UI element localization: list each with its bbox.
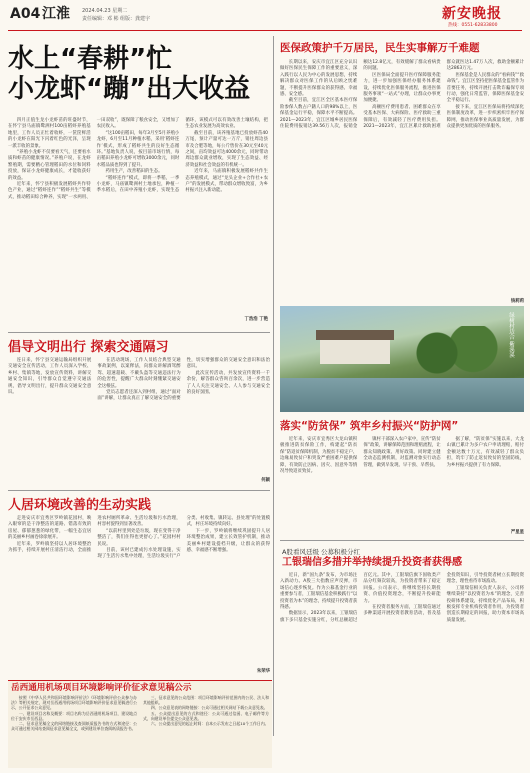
defense-title: 落实“防贫保” 筑牢乡村振兴“防护网” — [280, 420, 459, 432]
notice-paragraph: 按照《中华人民共和国环境影响评价法》《环境影响评价公众参与办法》等相关规定，现对岳西通用机场项目环境影响评价征求意见稿进行公示，公开征求公众意见。 — [11, 695, 137, 711]
traffic-body — [8, 358, 270, 482]
defense-paragraph: 镇村干部深入农户家中，宣传“防贫保”政策，讲解保障范围和理赔流程，让群众知晓政策、用好政策。同时建立健全动态监测机制，对监测对象实行动态管理，做到早发现、早干预、早帮扶。 — [363, 437, 441, 468]
lead-paragraph: 近年来，怀宁县积极发展稻虾共作特色产业，通过“稻虾连作”“稻虾共生”等模式，推动稻田综合种养，实现“一水两用、一田双收”，既保障了粮食安全，又增加了农民收入。 — [8, 118, 180, 200]
finance-paragraph: 在投资者服务方面，工银瑞信通过多种渠道开展投资者教育活动，普及基金投资知识，引导投资者树立长期投资理念，理性看待市场波动。 — [363, 573, 524, 617]
notice-paragraph: 六、公众提出意见的起止时间：自本公示发布之日起10个工作日内。 — [150, 721, 269, 727]
lead-paragraph: “稻虾连作”模式，即将一季稻，一季小龙虾，马庙镇鹭洲村土地承包，种植一季水稻后，在田中养殖小龙虾，实现生态循环，该模式可以有效改善土壤结构，把生态农业发展为高效农业。 — [96, 118, 268, 194]
finance-paragraph: 工银瑞信相关负责人表示，公司将继续秉持“以投资者为本”的理念，完善投研体系建设，持续优化产品布局，积极发挥专业机构投资者作用，为投资者创造长期稳定的回报，助力资本市场高质量发展。 — [446, 585, 524, 623]
finance-paragraph: 近日，新“国九条”发布，为市场注入新动力。A股三大指数应声反弹，市场信心逐步恢复。作为公募基金行业的重要参与者，工银瑞信基金积极践行“以投资者为本”的理念，持续提升投资者获得感。 — [280, 573, 358, 611]
defense-paragraph: 近年来，安庆市宜秀区大龙山镇积极推进防贫保险工作，构建起“防贫保”防返贫保障机制，为脱贫不稳定户、边缘易致贫户和突发严重困难户提供保障，有效防止因病、因灾、因意外等情况导致返贫致贫。 — [280, 437, 358, 475]
lead-paragraph: 四月正值生龙小龙虾苗的旺盛时节，在怀宁县马庙镇鹭洲村100亩稻虾养殖基地里，工作人员正忙着收虾，一筐筐鲜活的小龙虾在阳光下闪着红色的光泽，呈现一派丰收的景象。 — [8, 118, 91, 149]
header-rule — [8, 30, 522, 31]
lead-paragraph: “这100亩稻田，每年3月至5月养殖小龙虾，6月至11月种植水稻，采用‘稻虾连作’模式，形成了稻虾共生的良好生态循环。”基地负责人说，按目前市场行情，每亩稻田养殖小龙虾可增收3000余元，同时水稻品质也得到了提升。 — [96, 130, 180, 168]
photo-water — [280, 378, 524, 412]
photo-roof — [316, 330, 394, 340]
lead-title-line1: 水上“春耕”忙 — [8, 44, 173, 74]
traffic-title — [8, 340, 270, 355]
defense-paragraph: 据了解，“防贫保”实施以来，大龙山镇已累计为多户农户申请理赔，赔付金额达数十万元，有效减轻了群众负担，筑牢了防止返贫致贫的坚固防线，为乡村振兴提供了有力保障。 — [446, 437, 524, 468]
defense-body — [280, 437, 524, 533]
environment-paragraph: 走进安庆市宜秀区罗岭镇花园村，映入眼帘的是干净整洁的道路、错落有致的房屋、郁郁葱葱的绿化带，一幅生态宜居的美丽乡村画卷徐徐展开。 — [8, 516, 92, 541]
traffic-byline: 何颖 — [261, 478, 270, 483]
finance-kicker: A股看风廷级 公募积极分红 — [282, 548, 361, 556]
hotline: 热线：0551-62833800 — [448, 23, 498, 28]
security-title: 医保政策护千万居民，民生实事解万千难题 — [280, 42, 480, 54]
lead-paragraph: 截至目前，该养殖基地已投放虾苗40万尾，预计产量可达一万斤，销往周边县市及合肥等地，每公斤售价在30元至40元之间，亩均效益可达4000余元，同时带动周边群众就业增收，实现了生态效益、经济效益和社会效益的有机统一。 — [185, 130, 268, 168]
security-paragraph: 医保基金是人民群众的“看病钱”“救命钱”。宜江区坚持把医保基金监管作为首要任务，持续开展打击欺诈骗保专项行动，强化日常监管，保障医保基金安全平稳运行。 — [446, 72, 524, 104]
page-code-number: A04 — [10, 6, 41, 22]
issue-date: 2024.04.23 星期二 — [82, 8, 128, 14]
notice-title: 岳西通用机场项目环境影响评价征求意见稿公示 — [11, 683, 192, 693]
notice-paragraph: 四、公众意见表的网络链接：公众可通过相关网站下载公众意见表。 — [150, 705, 268, 711]
environment-byline: 朱荣华 — [256, 669, 270, 674]
security-paragraph: 接下来，宜江区医保局将持续深化医保制度改革，进一步织密织牢医疗保障网，推动医保事业高质量发展，为群众提供更加优质的医保服务。 — [446, 104, 524, 130]
security-paragraph: 高额医疗费用患者、困难群众在享受基本医保、大病保险、医疗救助三重保障后，有效减轻了医疗费用负担。2021—2023年，宜江区累计救助困难群众就医达1.47万人次，救助金额累计达2863万元。 — [363, 60, 524, 130]
notice-body — [8, 695, 272, 767]
photo-caption: 绿树村边合 紫溪溪 — [508, 312, 514, 358]
traffic-paragraph: 连日来，怀宁县交通运输局组织开展交通安全宣传活动，工作人员深入学校、乡村、集镇等地，发放宣传资料，讲解交通安全知识，引导群众自觉遵守交通法规，倡导文明出行，提升群众交通安全意识。 — [8, 358, 92, 396]
traffic-paragraph: 在活动现场，工作人员结合典型交通事故案例，以案释法，向群众讲解酒驾醉驾、超速超载、不戴头盔等交通违法行为的危害性，提醒广大群众时刻绷紧交通安全这根弦。 — [97, 358, 181, 389]
environment-paragraph: “以前村里到处是垃圾，现在变得干净整洁了，我们住得也更舒心了。”花园村村民说。 — [97, 528, 181, 547]
public-notice — [8, 680, 272, 768]
page-code — [10, 6, 40, 22]
notice-paragraph: 一、建设项目名称及概要：项目名称为岳西通用机场项目，建设地点位于安庆市岳西县。 — [11, 710, 137, 721]
traffic-paragraph: 此次宣传活动，共发放宣传资料一千余份，解答群众咨询百余次，进一步营造了人人关注交通安全、人人参与交通安全的良好氛围。 — [186, 370, 270, 396]
lead-byline: 丁浩浩 丁艳 — [244, 317, 268, 322]
lead-paragraph: 药用生产，改善稻田的生态。 — [105, 169, 163, 175]
environment-paragraph: 下一步，罗岭镇将继续巩固提升人居环境整治成果，建立长效管护机制，推动美丽乡村建设提档升级，让群众的获得感、幸福感不断增强。 — [186, 528, 270, 554]
environment-body — [8, 516, 270, 674]
defense-byline: 严星星 — [510, 530, 524, 535]
news-photo — [280, 306, 524, 412]
security-byline: 钱莉莉 — [510, 299, 524, 304]
section-divider — [280, 540, 524, 541]
finance-body — [280, 573, 524, 767]
column-divider — [273, 36, 274, 736]
notice-paragraph: 五、公众提出意见的方式和途径：公众可通过信函、电子邮件等方式，向建设单位提交公众意见表。 — [143, 710, 269, 721]
security-paragraph: 截至目前，宜江区全区基本医疗保险参保人数占户籍人口的98%以上，医保基金运行平稳，保障水平不断提高。2021—2023年，宜江区城乡居民医保住院费用报销达39.56万人次，报销金额达12.8亿元，有效缓解了群众看病贵的问题。 — [280, 60, 441, 130]
lead-paragraph: 近年来，马庙镇积极发展稻虾共作生态养殖模式，通过“龙头企业+合作社+农户”的发展模式，带动群众增收致富，为乡村振兴注入新动能。 — [185, 169, 268, 194]
page-header — [0, 0, 530, 36]
finance-paragraph: 数据显示，2023年以来，工银瑞信旗下多只基金实施分红，分红总额超过百亿元。其中，工银瑞信旗下固收类产品分红频次较高，为投资者带来了稳定回报。公司表示，将继续坚持长期投资、价值投资理念，不断提升投研能力。 — [280, 573, 441, 623]
environment-title — [8, 498, 270, 513]
designer-credit: 组版：龚建宇 — [120, 16, 151, 22]
security-paragraph: 区医保局全面提升医疗保障服务能力，进一步加强医保经办服务体系建设，持续优化医保服务流程，推进医保服务事项“一站式”办理，让群众办事更加便捷。 — [363, 72, 441, 104]
lead-title-line2: 小龙虾“蹦”出大收益 — [8, 74, 251, 104]
environment-headline: 人居环境改善的生动实践 — [8, 498, 152, 513]
section-divider — [8, 490, 270, 491]
traffic-paragraph: 党员志愿者还深入到村组，通过“面对面”讲解，让群众真正了解交通安全的重要性，切实增强群众的交通安全意识和法治意识。 — [97, 358, 270, 402]
lead-title — [8, 44, 268, 104]
finance-title: 工银瑞信多措并举持续提升投资者获得感 — [282, 557, 462, 568]
photo-trees — [410, 326, 500, 380]
notice-paragraph: 二、征求意见稿全文的网络链接及查阅纸质报告书的方式和途径：公众可通过相关网站查阅征求意见稿全文，或到建设单位查阅纸质报告书。 — [11, 721, 137, 732]
editor-credit: 责任编辑：邓 彬 — [82, 16, 119, 22]
notice-paragraph: 三、征求意见的公众范围：项目环境影响评价范围内的公民、法人和其他组织。 — [143, 695, 269, 706]
lead-paragraph: “养殖小龙虾不仅要看天气，还要看水质和虾苗的健康情况。”养殖户说，在龙虾繁殖期，需要精心管理稻田的水位和饲料投放，保证小龙虾健康成长，才能收获好的效益。 — [8, 150, 91, 181]
security-paragraph: 长期以来，安庆市宜江区充分认识做好医保民生保障工作的重要意义，深入践行以人民为中心的发展思想，持续解决群众对医保工作的从后顾之忧难题，不断提升医保群众的获得感、幸福感、安全感。 — [280, 60, 358, 98]
lead-body — [8, 118, 268, 318]
section-divider — [8, 332, 270, 333]
environment-paragraph: 近年来，罗岭镇坚持以人居环境整治为抓手，持续开展村庄清洁行动，全面推进农村厕所革命、生活垃圾和污水治理，村容村貌得到显著改善。 — [8, 516, 181, 554]
section-name: 江淮 — [42, 6, 70, 22]
environment-paragraph: 目前，该村已建成污水处理设施，实现了生活污水集中处理，生活垃圾实行“户分类、村收集、镇转运、县处理”的处置模式，村庄环境持续向好。 — [97, 516, 270, 560]
paper-logo: 新安晚报 — [442, 6, 502, 22]
traffic-headline: 倡导文明出行 探索交通隔习 — [8, 340, 169, 355]
photo-house — [320, 338, 390, 364]
security-body — [280, 60, 524, 306]
